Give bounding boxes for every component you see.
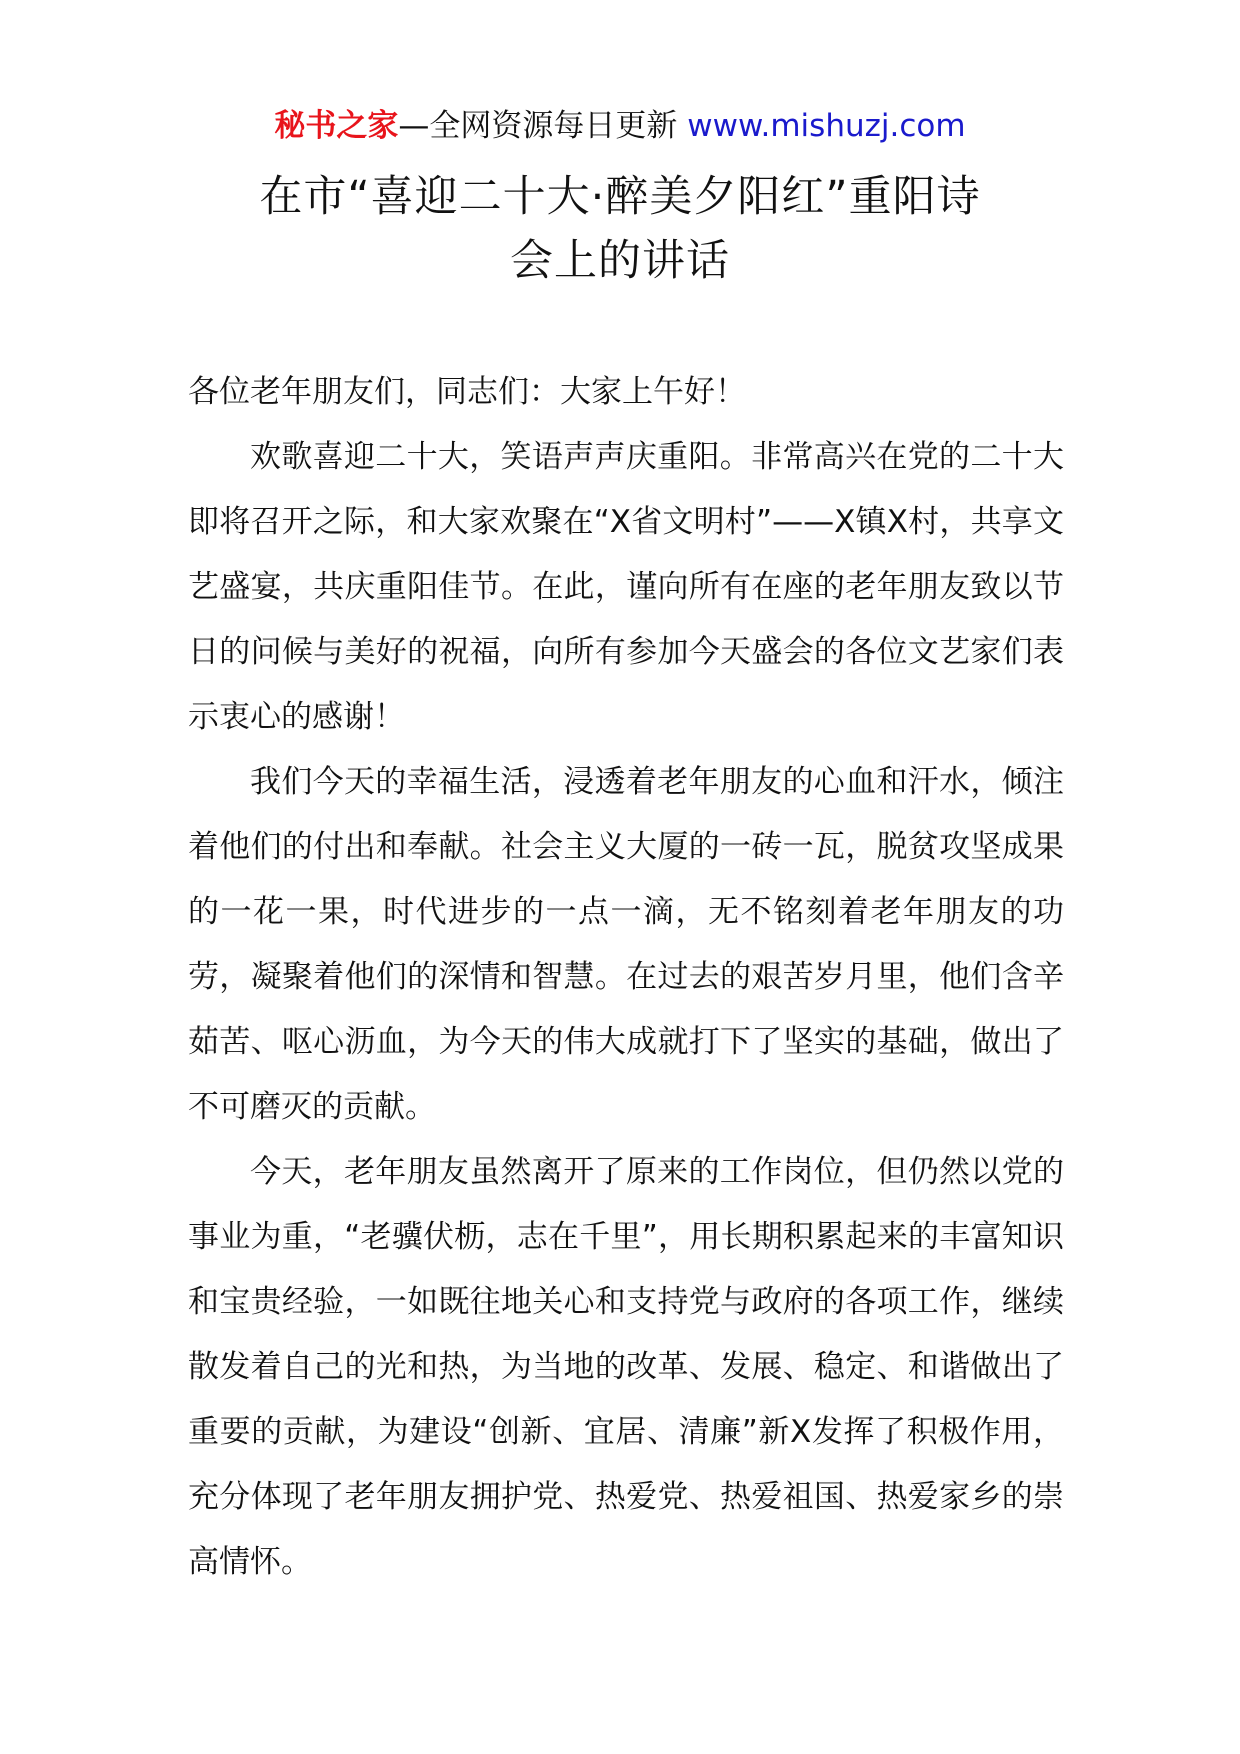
title-line-2: 会上的讲话 <box>510 236 730 286</box>
site-brand: 秘书之家 <box>274 108 399 144</box>
paragraph: 欢歌喜迎二十大，笑语声声庆重阳。非常高兴在党的二十大即将召开之际，和大家欢聚在“X省文明村”——X镇X村，共享文艺盛宴，共庆重阳佳节。在此，谨向所有在座的老年朋友致以节日的问候与美好的祝福，向所有参加今天盛会的各位文艺家们表示衷心的感谢！ <box>188 439 1064 735</box>
paragraph: 今天，老年朋友虽然离开了原来的工作岗位，但仍然以党的事业为重，“老骥伏枥，志在千里”，用长期积累起来的丰富知识和宝贵经验，一如既往地关心和支持党与政府的各项工作，继续散发着自己的光和热，为当地的改革、发展、稳定、和谐做出了重要的贡献，为建设“创新、宜居、清廉”新X发挥了积极作用，充分体现了老年朋友拥护党、热爱党、热爱祖国、热爱家乡的崇高情怀。 <box>188 1154 1064 1580</box>
site-tagline: —全网资源每日更新 <box>398 108 688 144</box>
title-line-1: 在市“喜迎二十大·醉美夕阳红”重阳诗 <box>259 172 981 222</box>
site-url[interactable]: www.mishuzj.com <box>687 108 966 144</box>
greeting: 各位老年朋友们，同志们：大家上午好！ <box>188 374 746 410</box>
paragraph: 我们今天的幸福生活，浸透着老年朋友的心血和汗水，倾注着他们的付出和奉献。社会主义大厦的一砖一瓦，脱贫攻坚成果的一花一果，时代进步的一点一滴，无不铭刻着老年朋友的功劳，凝聚着他们的深情和智慧。在过去的艰苦岁月里，他们含辛茹苦、呕心沥血，为今天的伟大成就打下了坚实的基础，做出了不可磨灭的贡献。 <box>188 764 1064 1125</box>
document-title <box>150 165 1090 293</box>
document-body <box>188 360 1064 1595</box>
site-header <box>0 104 1240 148</box>
